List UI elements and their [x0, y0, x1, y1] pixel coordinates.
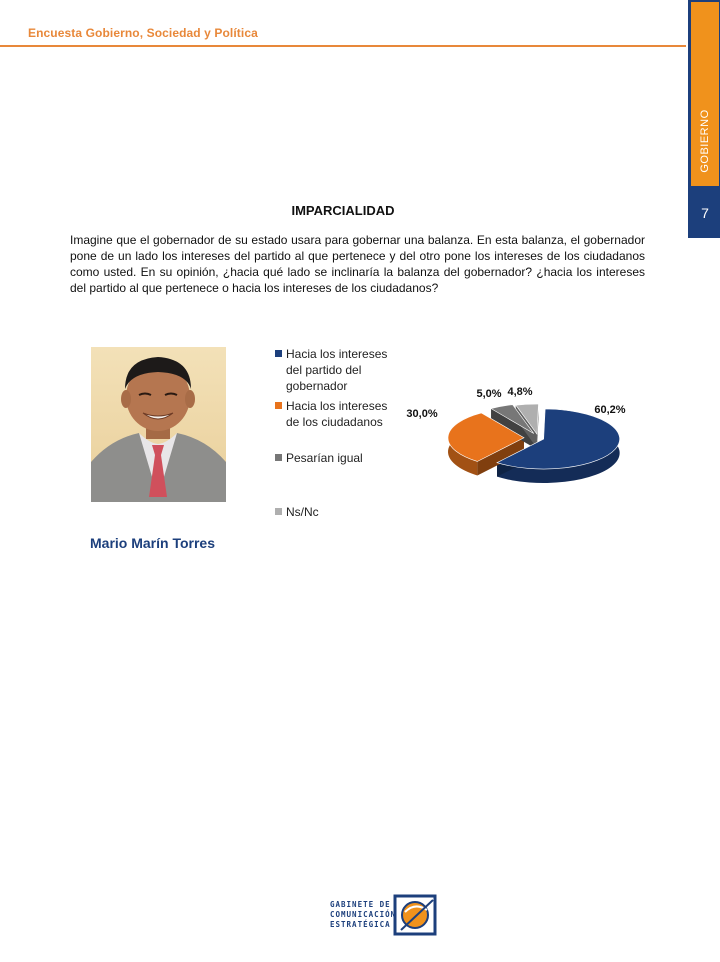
legend-label-line: del partido del [286, 363, 362, 377]
legend-label-line: gobernador [286, 379, 348, 393]
document-header-title: Encuesta Gobierno, Sociedad y Política [28, 26, 258, 40]
legend-label [286, 504, 394, 520]
logo-text-line: COMUNICACIÓN [330, 910, 397, 919]
question-text: Imagine que el gobernador de su estado usara para gobernar una balanza. En esta balanza, el gobernador pone de un lado los intereses del partido al que pertenece y del otro pone los intereses de los ciudadanos como usted. En su opinión, ¿hacia qué lado se inclinaría la balanza del gobernador? ¿hacia los intereses del partido al que pertenece o hacia los intereses de los ciudadanos? [70, 233, 645, 295]
legend-label-line: de los ciudadanos [286, 415, 383, 429]
legend-label-line: Hacia los intereses [286, 399, 388, 413]
legend-swatch [275, 454, 282, 461]
legend-label [286, 398, 394, 430]
logo-emblem-icon [393, 894, 439, 938]
footer-logo [330, 892, 440, 942]
legend-swatch [275, 508, 282, 515]
legend-label-line: Pesarían igual [286, 451, 363, 465]
legend-label-line: Hacia los intereses [286, 347, 388, 361]
legend-label [286, 450, 394, 466]
header-divider [0, 45, 688, 47]
legend-swatch [275, 350, 282, 357]
legend-label-line: Ns/Nc [286, 505, 319, 519]
pie-chart [406, 380, 640, 500]
pie-data-label: 4,8% [507, 386, 533, 398]
pie-data-label: 60,2% [594, 404, 626, 416]
legend-swatch [275, 402, 282, 409]
politician-name: Mario Marín Torres [90, 535, 215, 551]
section-side-tab [686, 0, 720, 238]
pie-data-label: 30,0% [406, 408, 438, 420]
logo-text-line: ESTRATÉGICA [330, 920, 391, 929]
logo-text-line: GABINETE DE [330, 900, 391, 909]
pie-data-label: 5,0% [476, 388, 502, 400]
question-title: IMPARCIALIDAD [291, 203, 395, 218]
section-label: GOBIERNO [699, 109, 711, 173]
legend-label [286, 346, 394, 394]
politician-photo [91, 347, 226, 502]
page-number: 7 [701, 205, 709, 221]
